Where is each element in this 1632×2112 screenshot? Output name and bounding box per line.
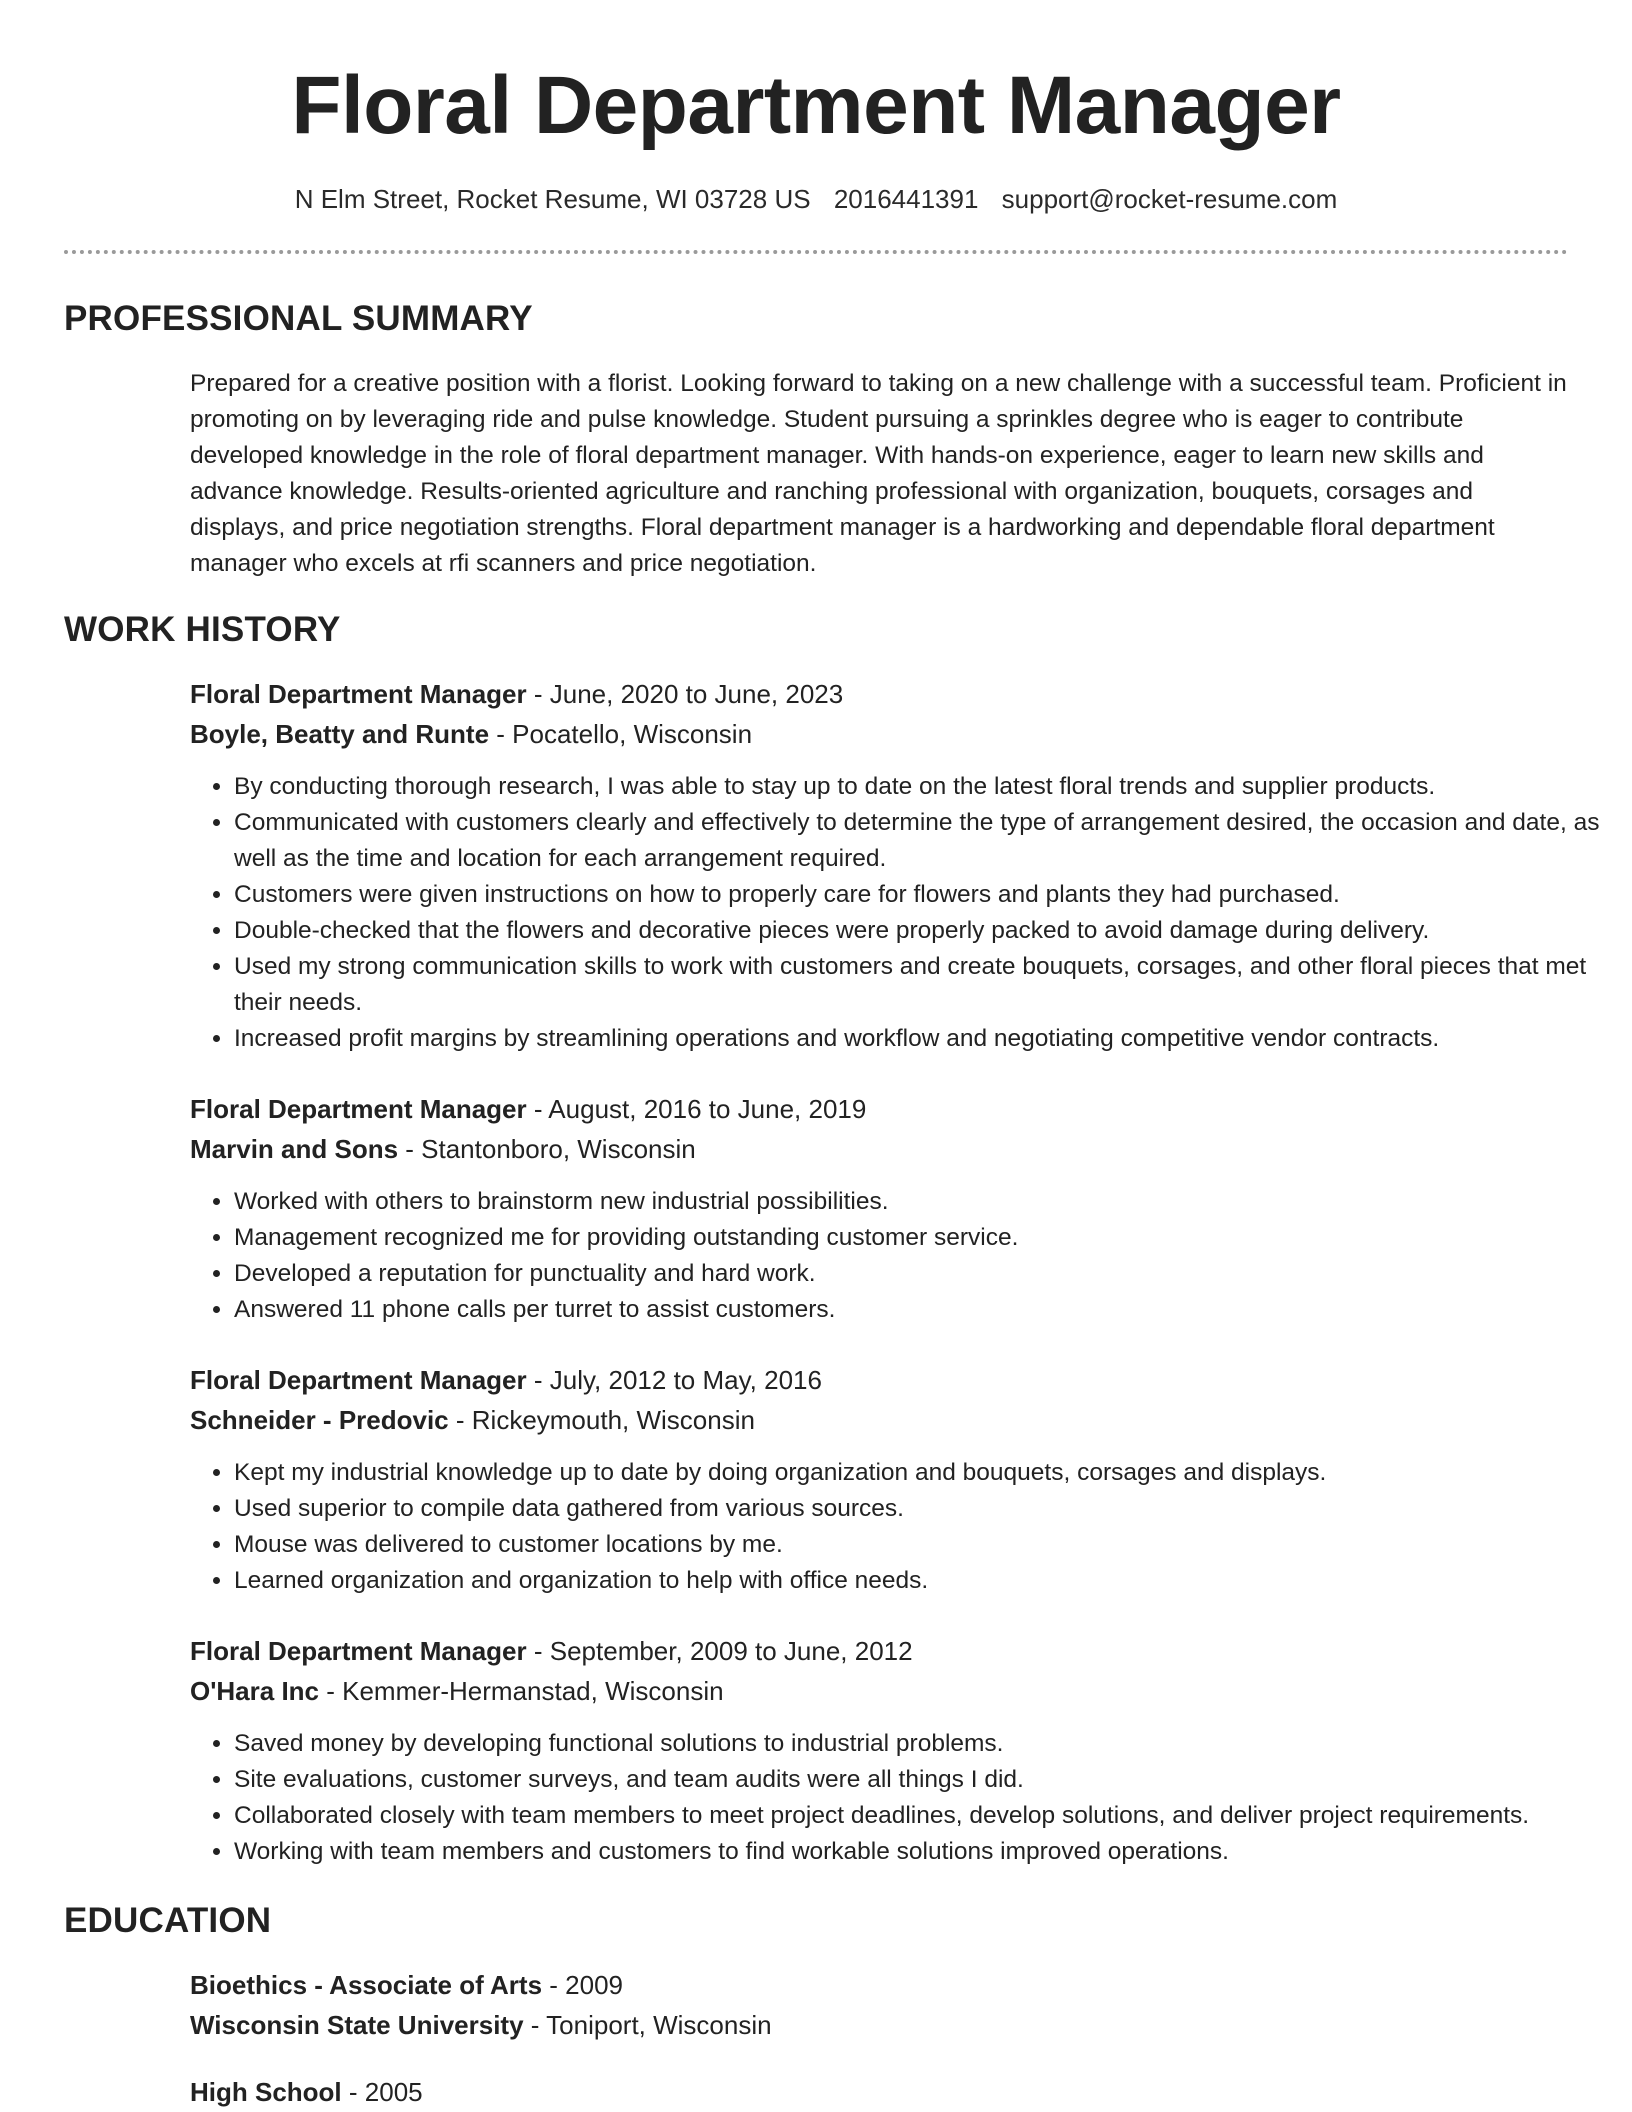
list-item: • Customers were given instructions on how to properly care for flowers and plants they had purchased. bbox=[234, 877, 1620, 913]
list-item: • Kept my industrial knowledge up to date by doing organization and bouquets, corsages and displays. bbox=[234, 1455, 1620, 1491]
company-line bbox=[190, 716, 752, 752]
header-divider bbox=[64, 250, 1568, 254]
list-item: • Increased profit margins by streamlining operations and workflow and negotiating competitive vendor contracts. bbox=[234, 1021, 1620, 1057]
job-dates: - June, 2020 to June, 2023 bbox=[526, 679, 844, 709]
company-name: O'Hara Inc bbox=[190, 1676, 320, 1706]
education-degree-line bbox=[190, 1967, 623, 2003]
job-title: Floral Department Manager bbox=[190, 1094, 527, 1124]
company-location: - Rickeymouth, Wisconsin bbox=[448, 1405, 755, 1435]
company-name: Schneider - Predovic bbox=[190, 1405, 449, 1435]
list-item: • Mouse was delivered to customer locations by me. bbox=[234, 1527, 1620, 1563]
company-location: - Pocatello, Wisconsin bbox=[489, 719, 753, 749]
list-item: • Collaborated closely with team members to meet project deadlines, develop solutions, and deliver project requirements. bbox=[234, 1798, 1620, 1834]
degree-name: Bioethics - Associate of Arts bbox=[190, 1970, 543, 2000]
summary-text: Prepared for a creative position with a florist. Looking forward to taking on a new challenge with a successful team. Proficient in promoting on by leveraging ride and pulse knowledge. Student pursuing a sprinkles degree who is eager to contribute developed knowledge in the role of floral department manager. With hands-on experience, eager to learn new skills and advance knowledge. Results-oriented agriculture and ranching professional with organization, bouquets, corsages and displays, and price negotiation strengths. Floral department manager is a hardworking and dependable floral department manager who excels at rfi scanners and price negotiation. bbox=[190, 370, 1567, 577]
job-title: Floral Department Manager bbox=[190, 1365, 527, 1395]
list-item: • Double-checked that the flowers and decorative pieces were properly packed to avoid damage during delivery. bbox=[234, 913, 1620, 949]
company-line bbox=[190, 1673, 724, 1709]
job-dates: - July, 2012 to May, 2016 bbox=[526, 1365, 822, 1395]
company-location: - Stantonboro, Wisconsin bbox=[398, 1134, 696, 1164]
list-item: • Site evaluations, customer surveys, and team audits were all things I did. bbox=[234, 1762, 1620, 1798]
company-name: Boyle, Beatty and Runte bbox=[190, 719, 490, 749]
section-title-work-history: WORK HISTORY bbox=[64, 610, 341, 649]
job-bullets bbox=[190, 1455, 1620, 1599]
section-title-summary: PROFESSIONAL SUMMARY bbox=[64, 299, 533, 338]
school-name: Wisconsin State University bbox=[190, 2010, 524, 2040]
list-item: • Answered 11 phone calls per turret to assist customers. bbox=[234, 1292, 1620, 1328]
job-dates: - August, 2016 to June, 2019 bbox=[526, 1094, 867, 1124]
education-degree-line bbox=[190, 2074, 423, 2110]
education-school-line bbox=[190, 2007, 772, 2043]
degree-year: - 2005 bbox=[341, 2077, 423, 2107]
contact-email: support@rocket-resume.com bbox=[1001, 184, 1338, 214]
degree-name: High School bbox=[190, 2077, 342, 2107]
contact-phone: 2016441391 bbox=[833, 184, 979, 214]
job-title: Floral Department Manager bbox=[190, 679, 527, 709]
list-item: • Used my strong communication skills to work with customers and create bouquets, corsages, and other floral pieces that met their needs. bbox=[234, 949, 1620, 1021]
list-item: • Communicated with customers clearly and effectively to determine the type of arrangement desired, the occasion and date, as well as the time and location for each arrangement required. bbox=[234, 805, 1620, 877]
contact-address: N Elm Street, Rocket Resume, WI 03728 US bbox=[294, 184, 811, 214]
company-line bbox=[190, 1402, 755, 1438]
job-bullets bbox=[190, 1184, 1620, 1328]
job-title-line bbox=[190, 1362, 822, 1398]
job-title-line bbox=[190, 1091, 866, 1127]
list-item: • Worked with others to brainstorm new industrial possibilities. bbox=[234, 1184, 1620, 1220]
contact-line bbox=[0, 182, 1632, 216]
list-item: • Management recognized me for providing outstanding customer service. bbox=[234, 1220, 1620, 1256]
company-location: - Kemmer-Hermanstad, Wisconsin bbox=[319, 1676, 724, 1706]
job-title-line bbox=[190, 1633, 913, 1669]
list-item: • Developed a reputation for punctuality and hard work. bbox=[234, 1256, 1620, 1292]
list-item: • Saved money by developing functional solutions to industrial problems. bbox=[234, 1726, 1620, 1762]
list-item: • By conducting thorough research, I was able to stay up to date on the latest floral trends and supplier products. bbox=[234, 769, 1620, 805]
company-name: Marvin and Sons bbox=[190, 1134, 399, 1164]
job-bullets bbox=[190, 769, 1620, 1057]
job-dates: - September, 2009 to June, 2012 bbox=[526, 1636, 913, 1666]
school-location: - Toniport, Wisconsin bbox=[523, 2010, 772, 2040]
list-item: • Working with team members and customers to find workable solutions improved operations. bbox=[234, 1834, 1620, 1870]
page-title: Floral Department Manager bbox=[291, 60, 1341, 151]
degree-year: - 2009 bbox=[542, 1970, 623, 2000]
section-title-education: EDUCATION bbox=[64, 1901, 272, 1940]
job-title: Floral Department Manager bbox=[190, 1636, 527, 1666]
job-title-line bbox=[190, 676, 843, 712]
list-item: • Learned organization and organization to help with office needs. bbox=[234, 1563, 1620, 1599]
company-line bbox=[190, 1131, 696, 1167]
job-bullets bbox=[190, 1726, 1620, 1870]
list-item: • Used superior to compile data gathered from various sources. bbox=[234, 1491, 1620, 1527]
